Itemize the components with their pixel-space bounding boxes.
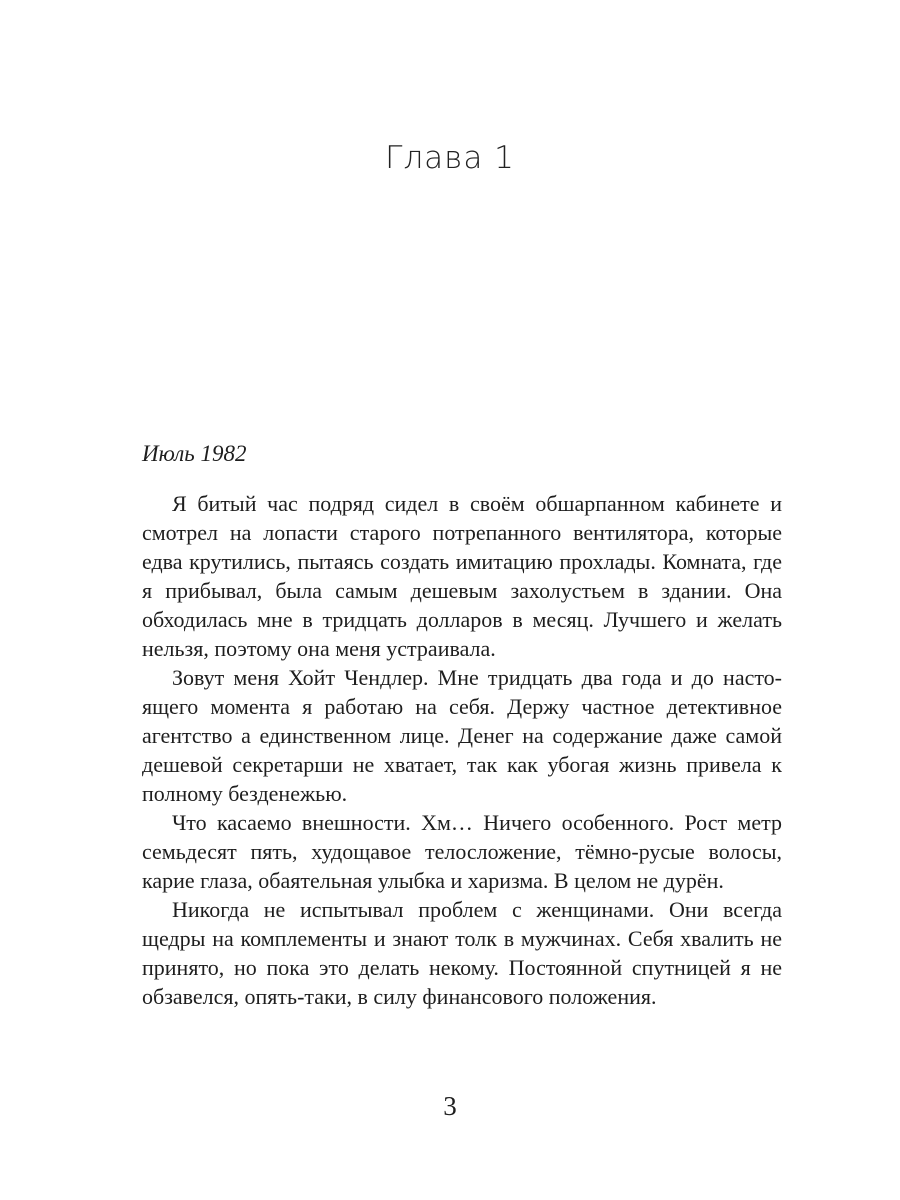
paragraph-2: Зовут меня Хойт Чендлер. Мне тридцать два года и до настоящего момента я работаю на себя. Держу частное детективное агентство а единственном лице. Денег на содержание даже самой дешевой секретарши не хватает, так как убогая жизнь привела к полному безденежью.: [142, 665, 782, 806]
date-line: Июль 1982: [142, 441, 247, 466]
page-number: 3: [443, 1091, 457, 1121]
paragraph-4: Никогда не испытывал проблем с женщинами. Они всегда щедры на комплементы и знают толк в мужчинах. Себя хвалить не принято, но пока это делать некому. Постоянной спутницей я не обзавелся, опять-таки, в силу финансового положения.: [142, 897, 782, 1009]
chapter-title: Глава 1: [385, 140, 515, 176]
body-text: [142, 489, 782, 1011]
paragraph-3: Что касаемо внешности. Хм… Ничего особенного. Рост метр семьдесят пять, худощавое телосложение, тёмно-русые волосы, карие глаза, обаятельная улыбка и харизма. В целом не дурён.: [142, 810, 782, 893]
paragraph-1: Я битый час подряд сидел в своём обшарпанном кабинете и смотрел на лопасти старого потрепанного вентилятора, которые едва крутились, пытаясь создать имитацию прохлады. Комната, где я прибывал, была самым дешевым захолустьем в здании. Она обходилась мне в тридцать долларов в месяц. Лучшего и желать нельзя, поэтому она меня устраивала.: [142, 491, 782, 661]
